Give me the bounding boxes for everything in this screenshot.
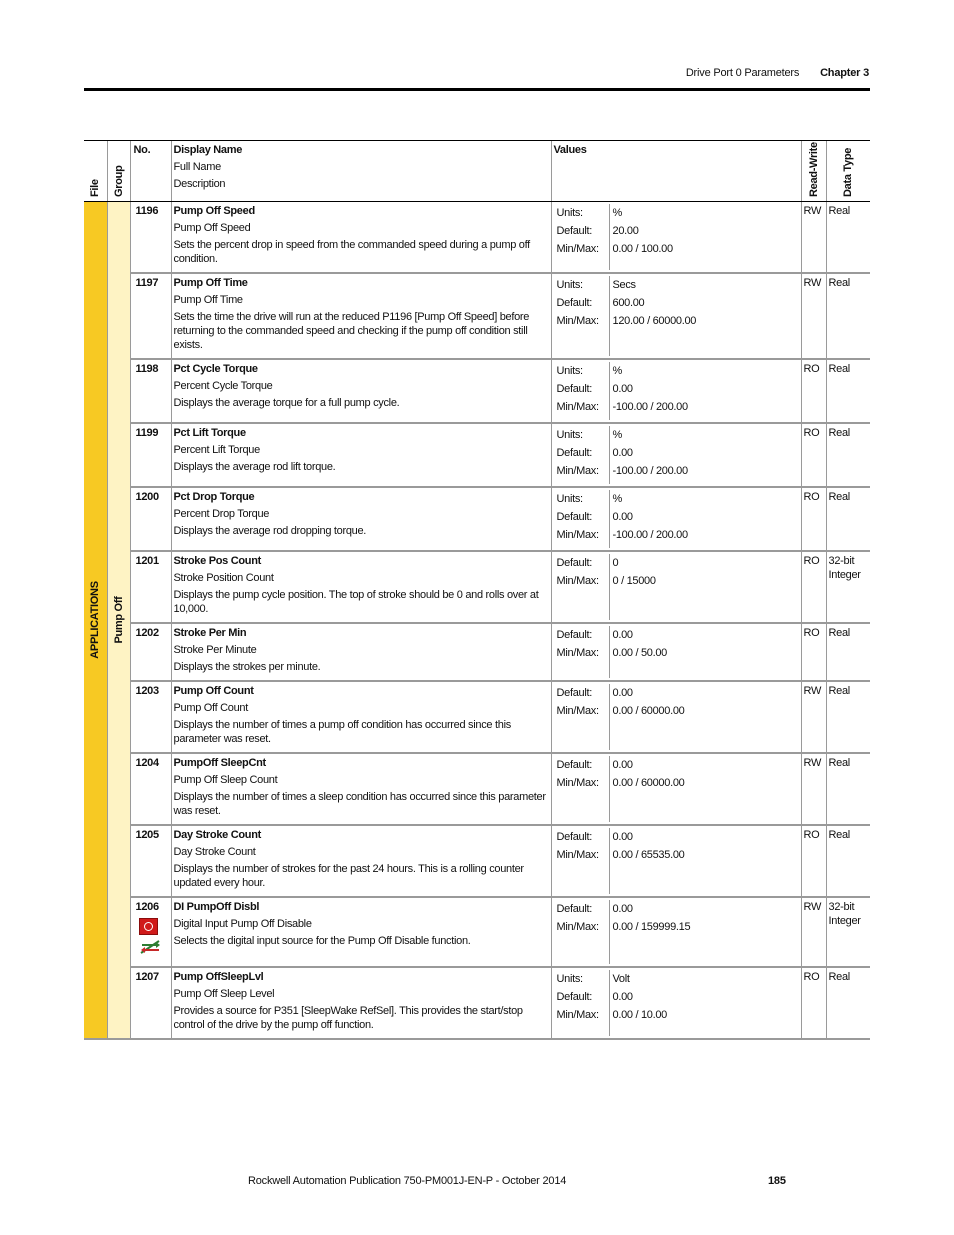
param-number: 1206 [135,900,159,913]
value-label: Units: [556,492,583,505]
read-write: RO [803,828,820,841]
value-label: Units: [556,278,583,291]
full-name: Stroke Position Count [173,571,274,584]
value: 0.00 / 50.00 [612,646,668,659]
read-write: RW [803,900,822,913]
value-label: Default: [556,830,593,843]
data-type: Real [828,205,850,217]
value: 0.00 / 60000.00 [612,704,685,717]
description: Sets the time the drive will run at the reduced P1196 [Pump Off Speed] before returning to the commanded speed and checking if the pump off condition still exists. [173,310,530,351]
param-number-cell [130,202,171,273]
data-type-cell [826,897,870,967]
value: % [612,207,622,219]
param-number-cell [130,623,171,681]
value-label: Units: [556,207,583,219]
value-label: Units: [556,972,583,985]
param-name-cell [171,551,551,623]
display-name: Pump OffSleepLvl [173,970,264,983]
param-number: 1199 [135,426,159,439]
value-label: Min/Max: [556,243,599,255]
read-write: RO [803,362,820,375]
parameter-row [84,359,870,423]
data-type: 32-bit Integer [828,900,861,927]
value: 0 [612,556,619,569]
full-name: Pump Off Sleep Count [173,773,278,786]
data-type-cell [826,273,870,359]
param-name-cell [171,967,551,1039]
data-type-cell [826,753,870,825]
values-cell [551,273,801,359]
value-label: Min/Max: [556,400,599,413]
parameter-row [84,273,870,359]
value: Volt [612,972,630,985]
parameter-row [84,623,870,681]
value: 0.00 [612,758,633,771]
description: Displays the average rod lift torque. [173,460,336,473]
param-number: 1207 [135,970,159,983]
value-label: Min/Max: [556,848,599,861]
param-number-cell [130,825,171,897]
value: % [612,428,622,441]
param-name-cell [171,897,551,967]
display-name: Pump Off Speed [173,205,255,217]
table-header-row [84,141,870,202]
parameter-row [84,487,870,551]
param-number: 1200 [135,490,159,503]
values-cell [551,967,801,1039]
value: 20.00 [612,225,639,237]
read-write-cell [801,967,826,1039]
values-cell [551,359,801,423]
param-number-cell [130,273,171,359]
section-title: Drive Port 0 Parameters [685,67,800,79]
parameter-row [84,202,870,273]
value: 120.00 / 60000.00 [612,314,697,327]
param-name-cell [171,623,551,681]
description: Displays the average torque for a full pump cycle. [173,396,400,409]
description: Provides a source for P351 [SleepWake RefSel]. This provides the start/stop control of the drive by the pump off function. [173,1004,523,1031]
full-name: Percent Drop Torque [173,507,270,520]
value-label: Min/Max: [556,314,599,327]
param-number-cell [130,423,171,487]
value: 0.00 / 10.00 [612,1008,668,1021]
value-label: Min/Max: [556,646,599,659]
value-label: Default: [556,686,593,699]
value: 0.00 [612,382,633,395]
value: % [612,364,622,377]
display-name: Stroke Per Min [173,626,247,639]
value: 0.00 [612,510,633,523]
values-cell [551,681,801,753]
read-write: RO [803,626,820,639]
full-name: Pump Off Time [173,293,243,306]
data-type: Real [828,970,850,983]
value: -100.00 / 200.00 [612,464,688,477]
value-label: Units: [556,428,583,441]
value-label: Default: [556,556,593,569]
full-name-heading: Full Name [173,161,221,173]
value-label: Min/Max: [556,574,599,587]
param-number: 1202 [135,626,159,639]
parameter-row [84,753,870,825]
chapter-label: Chapter 3 [820,67,869,79]
parameter-row [84,551,870,623]
value: 600.00 [612,296,645,309]
data-type-cell [826,825,870,897]
header-rule [84,88,870,91]
full-name: Day Stroke Count [173,845,256,858]
data-type-cell [826,423,870,487]
stop-icon [139,918,158,935]
data-type-cell [826,623,870,681]
param-name-cell [171,202,551,273]
value: % [612,492,622,505]
data-type: Real [828,756,850,769]
col-display-name [171,141,551,202]
full-name: Pump Off Speed [173,222,251,234]
display-name: Pump Off Time [173,276,248,289]
value-label: Default: [556,758,593,771]
values-cell [551,897,801,967]
read-write: RO [803,554,820,567]
values-cell [551,753,801,825]
param-number-cell [130,753,171,825]
values-cell [551,487,801,551]
data-type-cell [826,487,870,551]
parameter-row [84,897,870,967]
param-number-cell [130,967,171,1039]
read-write-cell [801,551,826,623]
read-write-cell [801,359,826,423]
file-label: APPLICATIONS [89,581,102,659]
param-name-cell [171,825,551,897]
param-number: 1204 [135,756,159,769]
value-label: Default: [556,446,593,459]
read-write-cell [801,202,826,273]
data-type: Real [828,684,850,697]
value-label: Units: [556,364,583,377]
description: Displays the strokes per minute. [173,660,321,673]
running-header [686,67,869,79]
param-name-cell [171,359,551,423]
data-type: Real [828,426,850,439]
value: -100.00 / 200.00 [612,400,688,413]
values-cell [551,623,801,681]
display-name: Pump Off Count [173,684,254,697]
data-type: Real [828,490,850,503]
col-values: Values [551,141,801,202]
param-number-cell [130,487,171,551]
value-label: Min/Max: [556,528,599,541]
value-label: Default: [556,990,593,1003]
param-number: 1203 [135,684,159,697]
data-type-cell [826,359,870,423]
data-type: 32-bit Integer [828,554,861,581]
read-write-cell [801,753,826,825]
value-label: Default: [556,296,593,309]
param-number: 1201 [135,554,159,567]
param-name-cell [171,681,551,753]
value-label: Default: [556,382,593,395]
data-type: Real [828,828,850,841]
value-label: Min/Max: [556,920,599,933]
read-write: RW [803,756,822,769]
value-label: Min/Max: [556,1008,599,1021]
data-type-cell [826,681,870,753]
display-name: Day Stroke Count [173,828,261,841]
values-cell [551,423,801,487]
value: 0.00 / 65535.00 [612,848,685,861]
description-heading: Description [173,178,226,190]
value-label: Default: [556,225,593,237]
value-label: Default: [556,510,593,523]
data-type: Real [828,626,850,639]
full-name: Percent Lift Torque [173,443,260,456]
value: Secs [612,278,636,291]
full-name: Pump Off Sleep Level [173,987,275,1000]
display-name: DI PumpOff Disbl [173,900,260,913]
parameter-row [84,423,870,487]
value: 0.00 [612,446,633,459]
read-write-cell [801,273,826,359]
value: 0.00 / 159999.15 [612,920,691,933]
param-number: 1197 [135,276,159,289]
data-type-cell [826,967,870,1039]
value: 0.00 [612,990,633,1003]
value-label: Default: [556,902,593,915]
parameter-table [84,140,870,1040]
param-name-cell [171,753,551,825]
value-label: Default: [556,628,593,641]
param-number-cell [130,551,171,623]
param-number: 1198 [135,362,159,375]
values-cell [551,202,801,273]
value: 0.00 / 100.00 [612,243,673,255]
description: Displays the number of times a pump off condition has occurred since this parameter was reset. [173,718,511,745]
param-name-cell [171,423,551,487]
read-write: RO [803,490,820,503]
description: Sets the percent drop in speed from the commanded speed during a pump off condition. [173,239,530,265]
display-name: Pct Cycle Torque [173,362,258,375]
display-name: PumpOff SleepCnt [173,756,266,769]
parameter-row [84,681,870,753]
data-type: Real [828,362,850,375]
read-write: RW [803,276,822,289]
col-no: No. [130,141,171,202]
parameter-row [84,967,870,1039]
param-number: 1205 [135,828,159,841]
param-number-cell [130,897,171,967]
value-label: Min/Max: [556,704,599,717]
value-label: Min/Max: [556,464,599,477]
read-write-cell [801,825,826,897]
value: 0.00 [612,628,633,641]
param-name-cell [171,273,551,359]
value-label: Min/Max: [556,776,599,789]
publication-info: Rockwell Automation Publication 750-PM001J-EN-P - October 2014 [248,1175,567,1187]
param-name-cell [171,487,551,551]
param-number: 1196 [135,205,159,217]
file-cell [84,202,107,1039]
description: Displays the average rod dropping torque. [173,524,367,537]
read-write-cell [801,487,826,551]
description: Displays the number of strokes for the past 24 hours. This is a rolling counter updated every hour. [173,862,524,889]
display-name: Pct Lift Torque [173,426,246,439]
page-number: 185 [768,1175,786,1187]
description: Displays the pump cycle position. The top of stroke should be 0 and rolls over at 10,000. [173,588,539,615]
read-write-cell [801,623,826,681]
value: 0 / 15000 [612,574,656,587]
values-cell [551,825,801,897]
param-number-cell [130,359,171,423]
group-label: Pump Off [112,596,125,644]
full-name: Pump Off Count [173,701,248,714]
description: Displays the number of times a sleep condition has occurred since this parameter was reset. [173,790,546,817]
full-name: Percent Cycle Torque [173,379,273,392]
data-type-cell [826,202,870,273]
value: 0.00 [612,830,633,843]
full-name: Stroke Per Minute [173,643,257,656]
full-name: Digital Input Pump Off Disable [173,917,312,930]
read-write: RO [803,426,820,439]
values-cell [551,551,801,623]
group-cell [107,202,130,1039]
link-icon [139,938,161,956]
description: Selects the digital input source for the Pump Off Disable function. [173,934,471,947]
col-data-type: Data Type [826,141,870,202]
display-name: Stroke Pos Count [173,554,261,567]
value: -100.00 / 200.00 [612,528,688,541]
col-group: Group [107,141,130,202]
param-number-cell [130,681,171,753]
read-write-cell [801,423,826,487]
value: 0.00 [612,902,633,915]
data-type: Real [828,276,850,289]
read-write-cell [801,897,826,967]
read-write: RW [803,205,822,217]
col-file: File [84,141,107,202]
parameter-row [84,825,870,897]
read-write: RW [803,684,822,697]
display-name: Pct Drop Torque [173,490,255,503]
col-read-write: Read-Write [801,141,826,202]
value: 0.00 / 60000.00 [612,776,685,789]
value: 0.00 [612,686,633,699]
data-type-cell [826,551,870,623]
display-name-heading: Display Name [173,144,243,156]
read-write: RO [803,970,820,983]
read-write-cell [801,681,826,753]
